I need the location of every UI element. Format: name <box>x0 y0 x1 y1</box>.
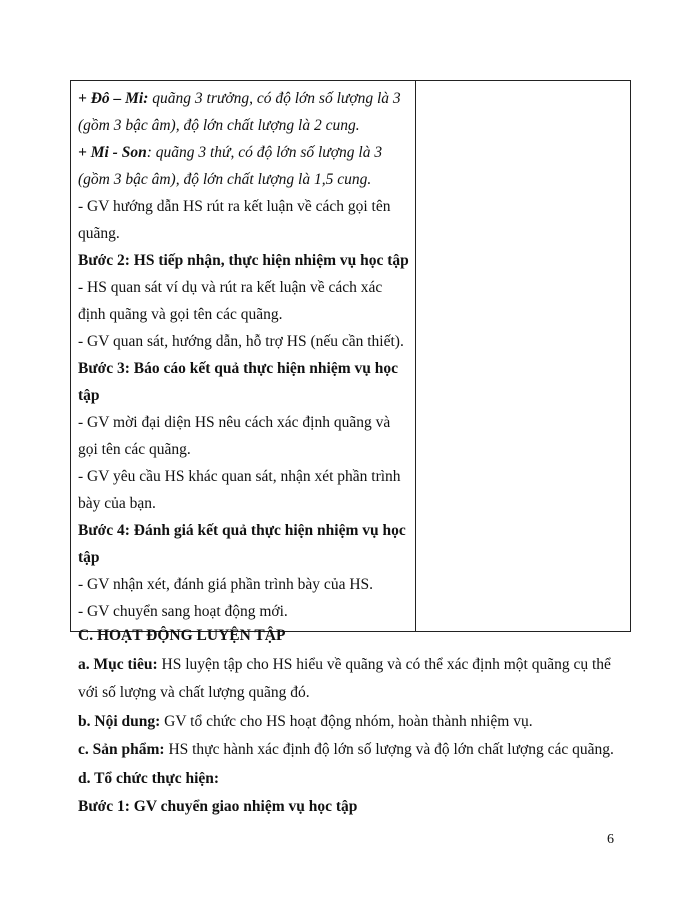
step4-line-1: - GV nhận xét, đánh giá phần trình bày của HS. <box>78 576 374 593</box>
step2-line-2: định quãng và gọi tên các quãng. <box>78 306 283 323</box>
do-mi-line-1 <box>78 85 409 112</box>
step3-line-4: bày của bạn. <box>78 495 156 512</box>
product-cell <box>416 81 631 632</box>
mi-son-text: : quãng 3 thứ, có độ lớn số lượng là 3 <box>146 144 383 161</box>
product-text: HS thực hành xác định độ lớn số lượng và độ lớn chất lượng các quãng. <box>164 741 614 758</box>
step3-line-1: - GV mời đại diện HS nêu cách xác định quãng và <box>78 414 391 431</box>
step4-heading-line-1: Bước 4: Đánh giá kết quả thực hiện nhiệm vụ học <box>78 522 406 539</box>
step2-heading: Bước 2: HS tiếp nhận, thực hiện nhiệm vụ học tập <box>78 252 409 269</box>
do-mi-text: quãng 3 trưởng, có độ lớn số lượng là 3 <box>152 90 401 107</box>
objective-line-2: với số lượng và chất lượng quãng đó. <box>78 684 310 701</box>
objective-text: HS luyện tập cho HS hiểu về quãng và có thể xác định một quãng cụ thể <box>157 655 611 673</box>
step3-heading-line-2: tập <box>78 387 100 404</box>
section-c <box>78 622 638 822</box>
step1-heading: Bước 1: GV chuyển giao nhiệm vụ học tập <box>78 798 358 815</box>
gv-guide-line-1: - GV hướng dẫn HS rút ra kết luận về cách gọi tên <box>78 198 391 215</box>
step3-line-3: - GV yêu cầu HS khác quan sát, nhận xét phần trình <box>78 468 401 485</box>
table-row <box>71 81 631 632</box>
step2-line-1: - HS quan sát ví dụ và rút ra kết luận về cách xác <box>78 279 383 296</box>
objective-label: a. Mục tiêu: <box>78 655 158 673</box>
section-c-heading: C. HOẠT ĐỘNG LUYỆN TẬP <box>78 627 286 644</box>
content-text: GV tổ chức cho HS hoạt động nhóm, hoàn thành nhiệm vụ. <box>160 712 533 730</box>
gv-guide-line-2: quãng. <box>78 225 120 242</box>
mi-son-title: + Mi - Son <box>78 144 147 161</box>
step3-line-2: gọi tên các quãng. <box>78 441 191 458</box>
mi-son-line-1 <box>78 139 409 166</box>
do-mi-title: + Đô – Mi: <box>78 90 149 107</box>
step2-line-3: - GV quan sát, hướng dẫn, hỗ trợ HS (nếu cần thiết). <box>78 333 404 350</box>
organization-heading: d. Tổ chức thực hiện: <box>78 769 220 787</box>
objective-line-1 <box>78 651 638 680</box>
product-line <box>78 736 638 765</box>
do-mi-line-2: (gồm 3 bậc âm), độ lớn chất lượng là 2 cung. <box>78 117 360 134</box>
content-line <box>78 708 638 737</box>
lesson-table <box>70 80 631 632</box>
step3-heading-line-1: Bước 3: Báo cáo kết quả thực hiện nhiệm vụ học <box>78 360 398 377</box>
product-label: c. Sản phẩm: <box>78 741 165 758</box>
step4-line-2: - GV chuyển sang hoạt động mới. <box>78 603 288 620</box>
teacher-student-activity-cell <box>71 81 416 632</box>
mi-son-line-2: (gồm 3 bậc âm), độ lớn chất lượng là 1,5 cung. <box>78 171 372 188</box>
content-label: b. Nội dung: <box>78 712 161 730</box>
step4-heading-line-2: tập <box>78 549 100 566</box>
page-number: 6 <box>607 832 614 847</box>
